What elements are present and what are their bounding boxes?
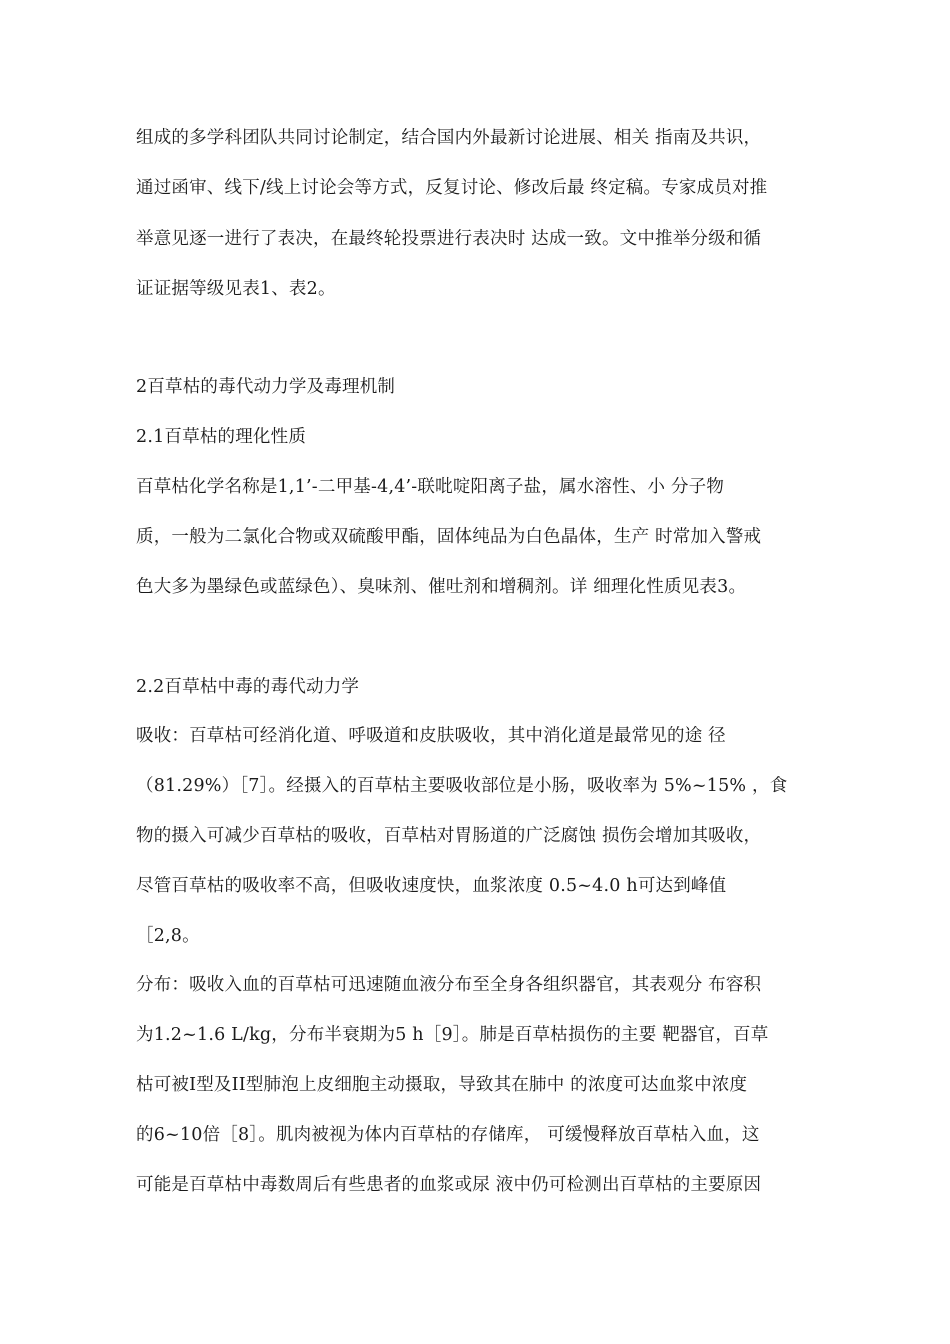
absorption-line-5: ［2,8。 <box>136 926 200 946</box>
absorption-line-2: （81.29%）［7］。经摄入的百草枯主要吸收部位是小肠，吸收率为 5%~15% ，食 <box>136 776 788 796</box>
intro-line-3: 举意见逐一进行了表决，在最终轮投票进行表决时 达成一致。文中推举分级和循 <box>136 229 762 249</box>
section-2-1-line-3: 色大多为墨绿色或蓝绿色）、臭味剂、催吐剂和增稠剂。详 细理化性质见表3。 <box>136 577 747 597</box>
distribution-line-1: 分布：吸收入血的百草枯可迅速随血液分布至全身各组织器官，其表观分 布容积 <box>136 975 762 995</box>
distribution-line-3: 枯可被I型及II型肺泡上皮细胞主动摄取，导致其在肺中 的浓度可达血浆中浓度 <box>136 1075 748 1095</box>
intro-line-2: 通过函审、线下/线上讨论会等方式，反复讨论、修改后最 终定稿。专家成员对推 <box>136 178 768 198</box>
section-2-2-heading: 2.2百草枯中毒的毒代动力学 <box>136 677 360 697</box>
section-2-heading: 2百草枯的毒代动力学及毒理机制 <box>136 377 396 397</box>
distribution-line-5: 可能是百草枯中毒数周后有些患者的血浆或尿 液中仍可检测出百草枯的主要原因 <box>136 1175 762 1195</box>
intro-line-4: 证证据等级见表1、表2。 <box>136 279 336 299</box>
distribution-line-2: 为1.2~1.6 L/kg，分布半衰期为5 h［9］。肺是百草枯损伤的主要 靶器官，百草 <box>136 1025 769 1045</box>
section-2-1-heading: 2.1百草枯的理化性质 <box>136 427 307 447</box>
section-2-1-line-2: 质，一般为二氯化合物或双硫酸甲酯，固体纯品为白色晶体，生产 时常加入警戒 <box>136 527 762 547</box>
absorption-line-4: 尽管百草枯的吸收率不高，但吸收速度快，血浆浓度 0.5~4.0 h可达到峰值 <box>136 876 727 896</box>
absorption-line-1: 吸收：百草枯可经消化道、呼吸道和皮肤吸收，其中消化道是最常见的途 径 <box>136 726 726 746</box>
distribution-line-4: 的6~10倍［8］。肌肉被视为体内百草枯的存储库， 可缓慢释放百草枯入血，这 <box>136 1125 760 1145</box>
section-2-1-line-1: 百草枯化学名称是1,1’-二甲基-4,4’-联吡啶阳离子盐，属水溶性、小 分子物 <box>136 477 725 497</box>
absorption-line-3: 物的摄入可减少百草枯的吸收，百草枯对胃肠道的广泛腐蚀 损伤会增加其吸收， <box>136 826 762 846</box>
intro-line-1: 组成的多学科团队共同讨论制定，结合国内外最新讨论进展、相关 指南及共识， <box>136 128 762 148</box>
